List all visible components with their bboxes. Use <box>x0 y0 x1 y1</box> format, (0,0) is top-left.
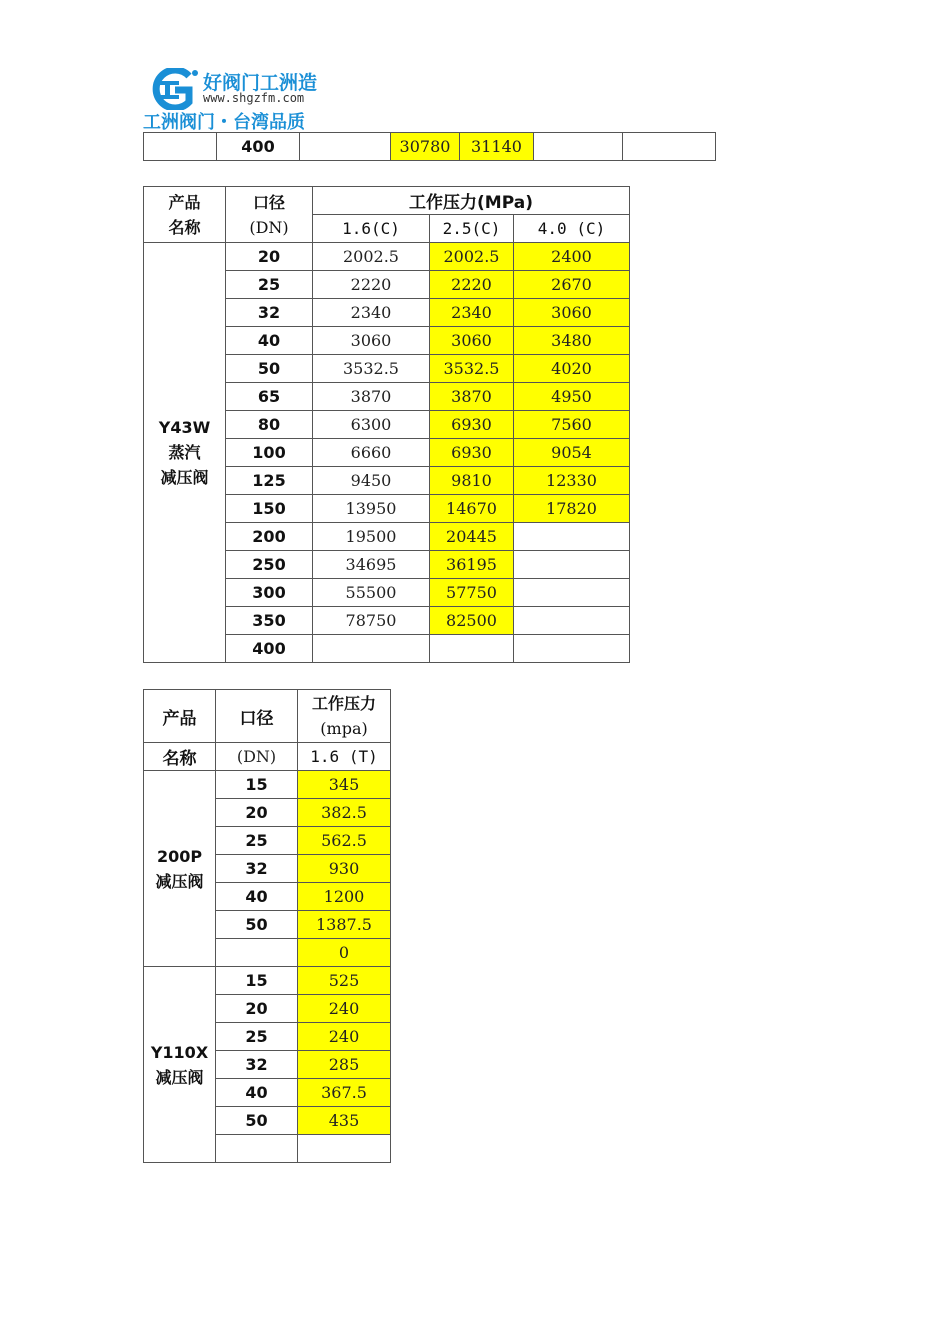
price-cell: 345 <box>298 771 391 799</box>
dn-cell: 40 <box>216 1079 298 1107</box>
price-cell: 31140 <box>460 133 534 161</box>
name-header: 名称 <box>144 743 216 771</box>
product-name-cell: 200P 减压阀 <box>144 771 216 967</box>
company-logo <box>143 66 343 132</box>
price-cell: 435 <box>298 1107 391 1135</box>
price-cell: 13950 <box>313 495 430 523</box>
table-row <box>144 243 630 271</box>
dn-cell: 32 <box>226 299 313 327</box>
dn-cell: 15 <box>216 771 298 799</box>
dn-cell: 125 <box>226 467 313 495</box>
table-cell <box>144 133 217 161</box>
product-name-cell: Y110X 减压阀 <box>144 967 216 1163</box>
price-cell: 7560 <box>514 411 630 439</box>
price-cell: 82500 <box>430 607 514 635</box>
price-cell: 1200 <box>298 883 391 911</box>
price-cell: 78750 <box>313 607 430 635</box>
price-cell: 3060 <box>430 327 514 355</box>
price-cell <box>623 133 716 161</box>
price-cell: 3532.5 <box>313 355 430 383</box>
dn-cell: 50 <box>216 911 298 939</box>
price-cell: 2002.5 <box>430 243 514 271</box>
dn-unit-header: (DN) <box>216 743 298 771</box>
pressure-valve-price-table <box>143 689 391 1163</box>
dn-cell <box>216 1135 298 1163</box>
price-cell: 285 <box>298 1051 391 1079</box>
price-cell <box>298 1135 391 1163</box>
price-cell: 3870 <box>313 383 430 411</box>
price-cell: 2220 <box>313 271 430 299</box>
dn-cell: 80 <box>226 411 313 439</box>
price-cell <box>514 635 630 663</box>
table-row <box>144 771 391 799</box>
dn-cell: 400 <box>217 133 300 161</box>
dn-header: 口径 <box>216 690 298 743</box>
dn-cell: 50 <box>226 355 313 383</box>
price-cell <box>534 133 623 161</box>
dn-cell: 32 <box>216 1051 298 1079</box>
table-row <box>144 967 391 995</box>
dn-cell: 20 <box>226 243 313 271</box>
dn-cell: 40 <box>216 883 298 911</box>
price-cell: 4950 <box>514 383 630 411</box>
price-cell: 6930 <box>430 439 514 467</box>
product-header: 产品 名称 <box>144 187 226 243</box>
dn-cell <box>216 939 298 967</box>
price-cell: 562.5 <box>298 827 391 855</box>
dn-cell: 200 <box>226 523 313 551</box>
price-cell: 19500 <box>313 523 430 551</box>
price-cell: 930 <box>298 855 391 883</box>
price-cell <box>430 635 514 663</box>
dn-cell: 150 <box>226 495 313 523</box>
price-cell <box>514 551 630 579</box>
price-cell: 3060 <box>514 299 630 327</box>
pressure-col-header: 4.0 (C) <box>514 215 630 243</box>
pressure-col-header: 1.6 (T) <box>298 743 391 771</box>
dn-cell: 25 <box>226 271 313 299</box>
price-cell: 34695 <box>313 551 430 579</box>
dn-cell: 250 <box>226 551 313 579</box>
price-cell: 367.5 <box>298 1079 391 1107</box>
dn-cell: 65 <box>226 383 313 411</box>
price-cell <box>514 523 630 551</box>
dn-cell: 350 <box>226 607 313 635</box>
price-cell <box>514 607 630 635</box>
dn-cell: 40 <box>226 327 313 355</box>
price-cell: 6930 <box>430 411 514 439</box>
slogan: 工洲阀门・台湾品质 <box>143 112 305 133</box>
price-cell <box>313 635 430 663</box>
price-cell: 57750 <box>430 579 514 607</box>
price-cell: 3532.5 <box>430 355 514 383</box>
dn-cell: 20 <box>216 799 298 827</box>
price-cell: 1387.5 <box>298 911 391 939</box>
price-cell: 2220 <box>430 271 514 299</box>
dn-cell: 100 <box>226 439 313 467</box>
price-cell: 17820 <box>514 495 630 523</box>
pressure-col-header: 2.5(C) <box>430 215 514 243</box>
price-cell: 2340 <box>313 299 430 327</box>
price-cell: 12330 <box>514 467 630 495</box>
pressure-header: 工作压力(MPa) <box>313 187 630 215</box>
dn-cell: 32 <box>216 855 298 883</box>
price-cell: 9054 <box>514 439 630 467</box>
price-cell: 0 <box>298 939 391 967</box>
price-cell <box>514 579 630 607</box>
price-cell: 382.5 <box>298 799 391 827</box>
continued-price-table <box>143 132 716 161</box>
price-cell: 6300 <box>313 411 430 439</box>
dn-header: 口径 (DN) <box>226 187 313 243</box>
product-header: 产品 <box>144 690 216 743</box>
table-header-row <box>144 690 391 743</box>
dn-cell: 50 <box>216 1107 298 1135</box>
pressure-col-header: 1.6(C) <box>313 215 430 243</box>
price-cell: 3870 <box>430 383 514 411</box>
price-cell: 55500 <box>313 579 430 607</box>
brand-name: 好阀门工洲造 <box>203 72 318 94</box>
dn-cell: 25 <box>216 1023 298 1051</box>
price-cell: 14670 <box>430 495 514 523</box>
price-cell: 9810 <box>430 467 514 495</box>
price-cell: 2400 <box>514 243 630 271</box>
y43w-price-table <box>143 186 630 663</box>
price-cell: 6660 <box>313 439 430 467</box>
dn-cell: 400 <box>226 635 313 663</box>
price-cell: 2002.5 <box>313 243 430 271</box>
price-cell: 240 <box>298 995 391 1023</box>
price-cell: 3480 <box>514 327 630 355</box>
table-header-row <box>144 187 630 215</box>
price-cell: 2670 <box>514 271 630 299</box>
dn-cell: 25 <box>216 827 298 855</box>
dn-cell: 15 <box>216 967 298 995</box>
table-header-row <box>144 743 391 771</box>
product-name-cell: Y43W 蒸汽 减压阀 <box>144 243 226 663</box>
price-cell: 240 <box>298 1023 391 1051</box>
price-cell: 30780 <box>391 133 460 161</box>
dn-cell: 20 <box>216 995 298 1023</box>
price-cell: 4020 <box>514 355 630 383</box>
dn-cell: 300 <box>226 579 313 607</box>
price-cell <box>300 133 391 161</box>
price-cell: 9450 <box>313 467 430 495</box>
pressure-header: 工作压力 (mpa) <box>298 690 391 743</box>
price-cell: 2340 <box>430 299 514 327</box>
price-cell: 20445 <box>430 523 514 551</box>
price-cell: 3060 <box>313 327 430 355</box>
price-cell: 525 <box>298 967 391 995</box>
table-row <box>144 133 716 161</box>
gz-logo-icon <box>143 68 201 110</box>
website-url: www.shgzfm.com <box>203 91 305 105</box>
price-cell: 36195 <box>430 551 514 579</box>
